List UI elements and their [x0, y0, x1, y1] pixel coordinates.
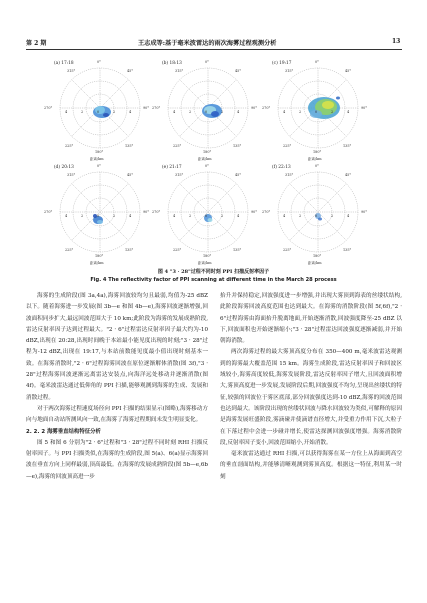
range-tick-label: 2	[81, 110, 84, 114]
panel-label: (d) 20:13	[54, 165, 74, 170]
azimuth-label: 225°	[65, 144, 74, 148]
range-tick-label: 2	[299, 110, 302, 114]
figure-caption-en: Fig. 4 The reflectivity factor of PPI scanning at different time in the March 28 process	[90, 277, 337, 283]
panel-label: (e) 21:17	[162, 165, 182, 170]
reflectivity-echo	[336, 97, 340, 100]
azimuth-label: 315°	[285, 69, 294, 73]
range-tick-label: 4	[347, 214, 350, 218]
azimuth-label: 90°	[361, 106, 368, 110]
range-tick-label: 4	[173, 110, 176, 114]
azimuth-label: 180°	[313, 254, 322, 258]
left-column	[26, 291, 208, 483]
range-tick-label: 2	[189, 110, 192, 114]
section-heading: 2. 2. 2 海雾垂直结构特征分析	[26, 428, 101, 435]
ppi-panel	[148, 58, 266, 161]
range-axis-label: 距离/km	[90, 261, 104, 265]
panel-label: (a) 17:18	[54, 61, 74, 66]
azimuth-label: 0°	[97, 164, 101, 168]
panel-label: (b) 18:13	[162, 61, 182, 66]
azimuth-label: 270°	[262, 210, 271, 214]
range-tick-label: 4	[237, 214, 240, 218]
azimuth-label: 180°	[203, 254, 212, 258]
figure-caption-cn: 图 4 "3 · 28"过程不同时刻 PPI 扫描反射率因子	[157, 269, 270, 275]
azimuth-label: 225°	[283, 144, 292, 148]
range-axis-label: 距离/km	[308, 157, 322, 161]
azimuth-label: 0°	[97, 60, 101, 64]
body-paragraph: 海雾的生成阶段(图 3a,4a),海雾回波较均匀且最弱,均值为-25 dBZ 以下。随着海雾进一步发展(图 3b—e 和图 4b—e),海雾回波逐渐增强,回波面积同步扩大,最远回波范围大于 10 km;此阶段为海雾的发展成熟阶段,雷达反射率因子达到过程最大。"2 · 6"过程雷达反射率因子最大约为-10 dBZ,出现在 20:28,出现时间晚于本站最小能见度出现的时刻;"3 · 28"过程为-12 dBZ,出现在 19:17,与本站前数能见度最小值出现时刻基本一致。在海雾消散时,"2 · 6"过程海雾回波在原位逐渐解体消散(图 3f),"3 · 28"过程海雾回波逐渐远离雷达安装点,向海洋远处移动并逐渐消散(图 4f)。毫米波雷达通过低仰角的 PPI 扫描,能够观测到海雾的生成、发展和消散过程。	[26, 293, 208, 401]
range-tick-label: 0	[315, 214, 318, 218]
azimuth-label: 90°	[361, 210, 368, 214]
ppi-plot	[40, 58, 161, 154]
azimuth-label: 270°	[152, 210, 161, 214]
azimuth-label: 225°	[65, 248, 74, 252]
azimuth-label: 270°	[44, 210, 53, 214]
body-paragraph: 对于两次海雾过程速度场径向 PPI 扫描的结果显示(图略),海雾移动方向与地面自动站所测风向一致,在海雾了海雾过程期间未发生明显变化。	[26, 405, 208, 424]
azimuth-label: 135°	[125, 248, 134, 252]
body-paragraph: 抬升并保持稳定,回波强度进一步增强,并出现大雾顶到海表的丝缕状结构,此阶段海雾回波高度范围也达到最大。在海雾的消散阶段(图 5f,6f),"2 · 6"过程海雾由海面抬升脱离地面,开始逐渐消散,回波强度降至-25 dBZ 以下,回波面积也开始逐渐缩小;"3 · 28"过程雷达回波强度逐渐减弱,并开始朝海消散。	[220, 293, 402, 345]
range-tick-label: 0	[205, 110, 208, 114]
azimuth-label: 225°	[173, 248, 182, 252]
range-tick-label: 4	[129, 110, 132, 114]
range-axis-label: 距离/km	[90, 157, 104, 161]
range-tick-label: 0	[315, 110, 318, 114]
ppi-plot	[148, 162, 266, 258]
ppi-plot	[40, 162, 161, 258]
body-paragraph: 图 5 和图 6 分别为"2 · 6"过程和"3 · 28"过程不同时刻 RHI 扫描反射率因子。与 PPI 扫描类似,在海雾的生成阶段,图 5(a)、6(a)显示海雾回波在垂直方向上同样最弱,顶高最低。在海雾的发展成熟阶段(图 5b—e,6b—e),海雾的回波顶高进一步	[26, 439, 208, 480]
azimuth-label: 270°	[262, 106, 271, 110]
ppi-plot	[148, 58, 266, 154]
page-number: 13	[392, 38, 401, 45]
reflectivity-echo	[318, 218, 322, 221]
body-paragraph: 毫米波雷达通过 RHI 扫描,可以获得海雾在某一方位上从海面到高空的垂直剖面结构,并能够清晰观测到雾顶高度。根据这一特征,利用某一时刻	[220, 451, 402, 480]
figure-4	[0, 0, 427, 290]
azimuth-label: 180°	[203, 150, 212, 154]
azimuth-label: 0°	[205, 60, 209, 64]
azimuth-label: 225°	[173, 144, 182, 148]
azimuth-label: 135°	[125, 144, 134, 148]
range-tick-label: 2	[331, 214, 334, 218]
azimuth-label: 45°	[127, 173, 134, 177]
range-axis-label: 距离/km	[308, 261, 322, 265]
azimuth-label: 135°	[233, 144, 242, 148]
azimuth-label: 90°	[143, 106, 150, 110]
azimuth-label: 90°	[143, 210, 150, 214]
right-column	[220, 291, 402, 483]
panel-label: (f) 22:13	[272, 165, 291, 170]
range-tick-label: 2	[113, 110, 116, 114]
range-tick-label: 4	[283, 110, 286, 114]
azimuth-label: 45°	[235, 69, 242, 73]
reflectivity-echo	[97, 220, 103, 224]
azimuth-label: 315°	[285, 173, 294, 177]
azimuth-label: 270°	[152, 106, 161, 110]
issue-label: 第 2 期	[26, 40, 47, 47]
azimuth-label: 90°	[251, 210, 258, 214]
azimuth-label: 0°	[315, 164, 319, 168]
ppi-panel	[148, 162, 266, 265]
range-tick-label: 4	[237, 110, 240, 114]
ppi-panel	[40, 58, 161, 161]
range-tick-label: 4	[347, 110, 350, 114]
range-tick-label: 4	[129, 214, 132, 218]
azimuth-label: 315°	[67, 173, 76, 177]
reflectivity-echo	[322, 101, 334, 109]
range-tick-label: 2	[189, 214, 192, 218]
azimuth-label: 315°	[175, 69, 184, 73]
azimuth-label: 135°	[233, 248, 242, 252]
azimuth-label: 45°	[345, 69, 352, 73]
azimuth-label: 315°	[67, 69, 76, 73]
range-tick-label: 2	[221, 110, 224, 114]
azimuth-label: 180°	[95, 254, 104, 258]
ppi-panel	[258, 58, 376, 161]
range-tick-label: 0	[97, 214, 100, 218]
range-tick-label: 0	[97, 110, 100, 114]
azimuth-label: 315°	[175, 173, 184, 177]
range-tick-label: 2	[221, 214, 224, 218]
ppi-plot	[258, 58, 376, 154]
azimuth-label: 45°	[127, 69, 134, 73]
azimuth-label: 45°	[345, 173, 352, 177]
range-tick-label: 0	[205, 214, 208, 218]
panel-label: (c) 19:17	[272, 61, 292, 66]
range-tick-label: 2	[331, 110, 334, 114]
range-tick-label: 4	[283, 214, 286, 218]
range-tick-label: 2	[299, 214, 302, 218]
azimuth-label: 180°	[313, 150, 322, 154]
reflectivity-echo	[211, 111, 219, 117]
running-title: 王志成等:基于毫米波雷达的雨次海雾过程观测分析	[138, 40, 277, 47]
ppi-panel	[258, 162, 376, 265]
range-tick-label: 4	[65, 214, 68, 218]
body-paragraph: 两次海雾过程的最大雾顶高度分布在 350—400 m,毫米波雷达观测到的海雾最大覆盖范围 15 km。海雾生成阶段,雷达反射率因子和回波区域较小,海雾高度较低,海雾发展阶段,雷达反射率因子增大,且回波面积增大,雾顶高度进一步发展,发展阶段后期,回波强度不均匀,呈现出丝缕状的特征,较强的回波位于雾区底部,部分回波强度达到-10 dBZ,海雾的回波范围也达到最大。该阶段出现的丝缕状回波与降水回波较为类似,可解释的原因是海雾发展旺盛阶段,雾滴碰并使滴谱直径增大,并受重力作用下沉,大粒子在下落过程中会进一步碰并增长,使雷达探测回波强度增强。海雾消散阶段,反射率因子变小,回波范围缩小,开始消散。	[220, 349, 402, 446]
range-tick-label: 4	[65, 110, 68, 114]
range-tick-label: 4	[173, 214, 176, 218]
ppi-plot	[258, 162, 376, 258]
azimuth-label: 135°	[343, 248, 352, 252]
azimuth-label: 270°	[44, 106, 53, 110]
azimuth-label: 135°	[343, 144, 352, 148]
azimuth-label: 0°	[315, 60, 319, 64]
azimuth-label: 180°	[95, 150, 104, 154]
range-axis-label: 距离/km	[198, 261, 212, 265]
azimuth-label: 90°	[251, 106, 258, 110]
range-tick-label: 2	[113, 214, 116, 218]
reflectivity-echo	[208, 218, 213, 222]
reflectivity-echo	[103, 113, 109, 117]
ppi-panel	[40, 162, 161, 265]
azimuth-label: 45°	[235, 173, 242, 177]
range-axis-label: 距离/km	[198, 157, 212, 161]
range-tick-label: 2	[81, 214, 84, 218]
azimuth-label: 225°	[283, 248, 292, 252]
azimuth-label: 0°	[205, 164, 209, 168]
